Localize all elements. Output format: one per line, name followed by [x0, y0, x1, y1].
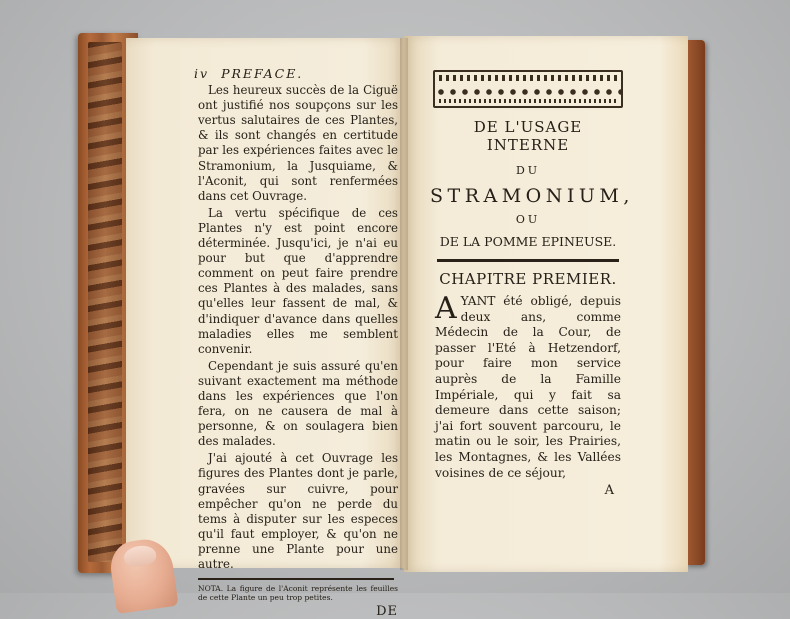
title-line: DE LA POMME EPINEUSE.: [439, 234, 617, 249]
body-text: YANT été obligé, depuis deux ans, comme Médecin de la Cour, de passer l'Eté à Hetzendorf, pour faire mon service auprès de la Famille Impériale, qui y fait sa demeure dans cette saison; j'ai fort souvent parcouru, le matin ou le soir, les Prairies, les Montagnes, & les Vallées voisines de ce séjour,: [435, 294, 621, 480]
footnote: NOTA. La figure de l'Aconit représente les feuilles de cette Plante un peu trop petites.: [198, 584, 398, 603]
decorative-headpiece: [433, 70, 623, 108]
paragraph: La vertu spécifique de ces Plantes n'y est point encore déterminée. Jusqu'ici, je n'ai eu pour but que d'apprendre comment on peut faire prendre ces Plantes à des malades, sans qu'elles leur fassent de mal, & d'indiquer d'avance dans quelles maladies elles me semblent convenir.: [198, 205, 398, 356]
chapter-body: [435, 291, 621, 481]
paragraph: Les heureux succès de la Ciguë ont justifié nos soupçons sur les vertus salutaires de ces Plantes, & ils sont changés en certitude par les expériences faites avec le Stramonium, la Jusquiame, & l'Aconit, qui sont renfermées dans cet Ouvrage.: [198, 83, 398, 203]
title-line: OU: [515, 213, 541, 226]
running-head-title: PREFACE.: [221, 66, 304, 81]
title-line: DU: [515, 164, 541, 177]
book-gutter: [400, 38, 408, 570]
signature-mark: A: [604, 483, 614, 499]
divider-rule: [437, 259, 619, 262]
drop-cap: A: [435, 291, 457, 326]
page-number: iv: [194, 66, 210, 81]
right-leather-cover: [685, 40, 705, 565]
chapter-heading: CHAPITRE PREMIER.: [439, 270, 617, 288]
left-page-text: [194, 66, 398, 619]
paragraph: J'ai ajouté à cet Ouvrage les figures des Plantes dont je parle, gravées sur cuivre, pour empêcher qu'on ne perde du tems à disputer sur les especes qu'il faut employer, & qu'on ne prenne une Plante pour une autre.: [198, 451, 398, 571]
title-line: DE L'USAGE INTERNE: [473, 118, 583, 154]
title-main: STRAMONIUM,: [430, 185, 634, 207]
paragraph: Cependant je suis assuré qu'en suivant exactement ma méthode dans les expériences que l'on fera, on ne causera de mal à personne, & on soulagera bien des malades.: [198, 358, 398, 449]
catchword: DE: [376, 604, 398, 619]
marbled-endpaper: [88, 42, 122, 562]
divider-rule: [198, 578, 394, 580]
right-page-text: [430, 70, 634, 499]
running-header: [194, 66, 398, 81]
